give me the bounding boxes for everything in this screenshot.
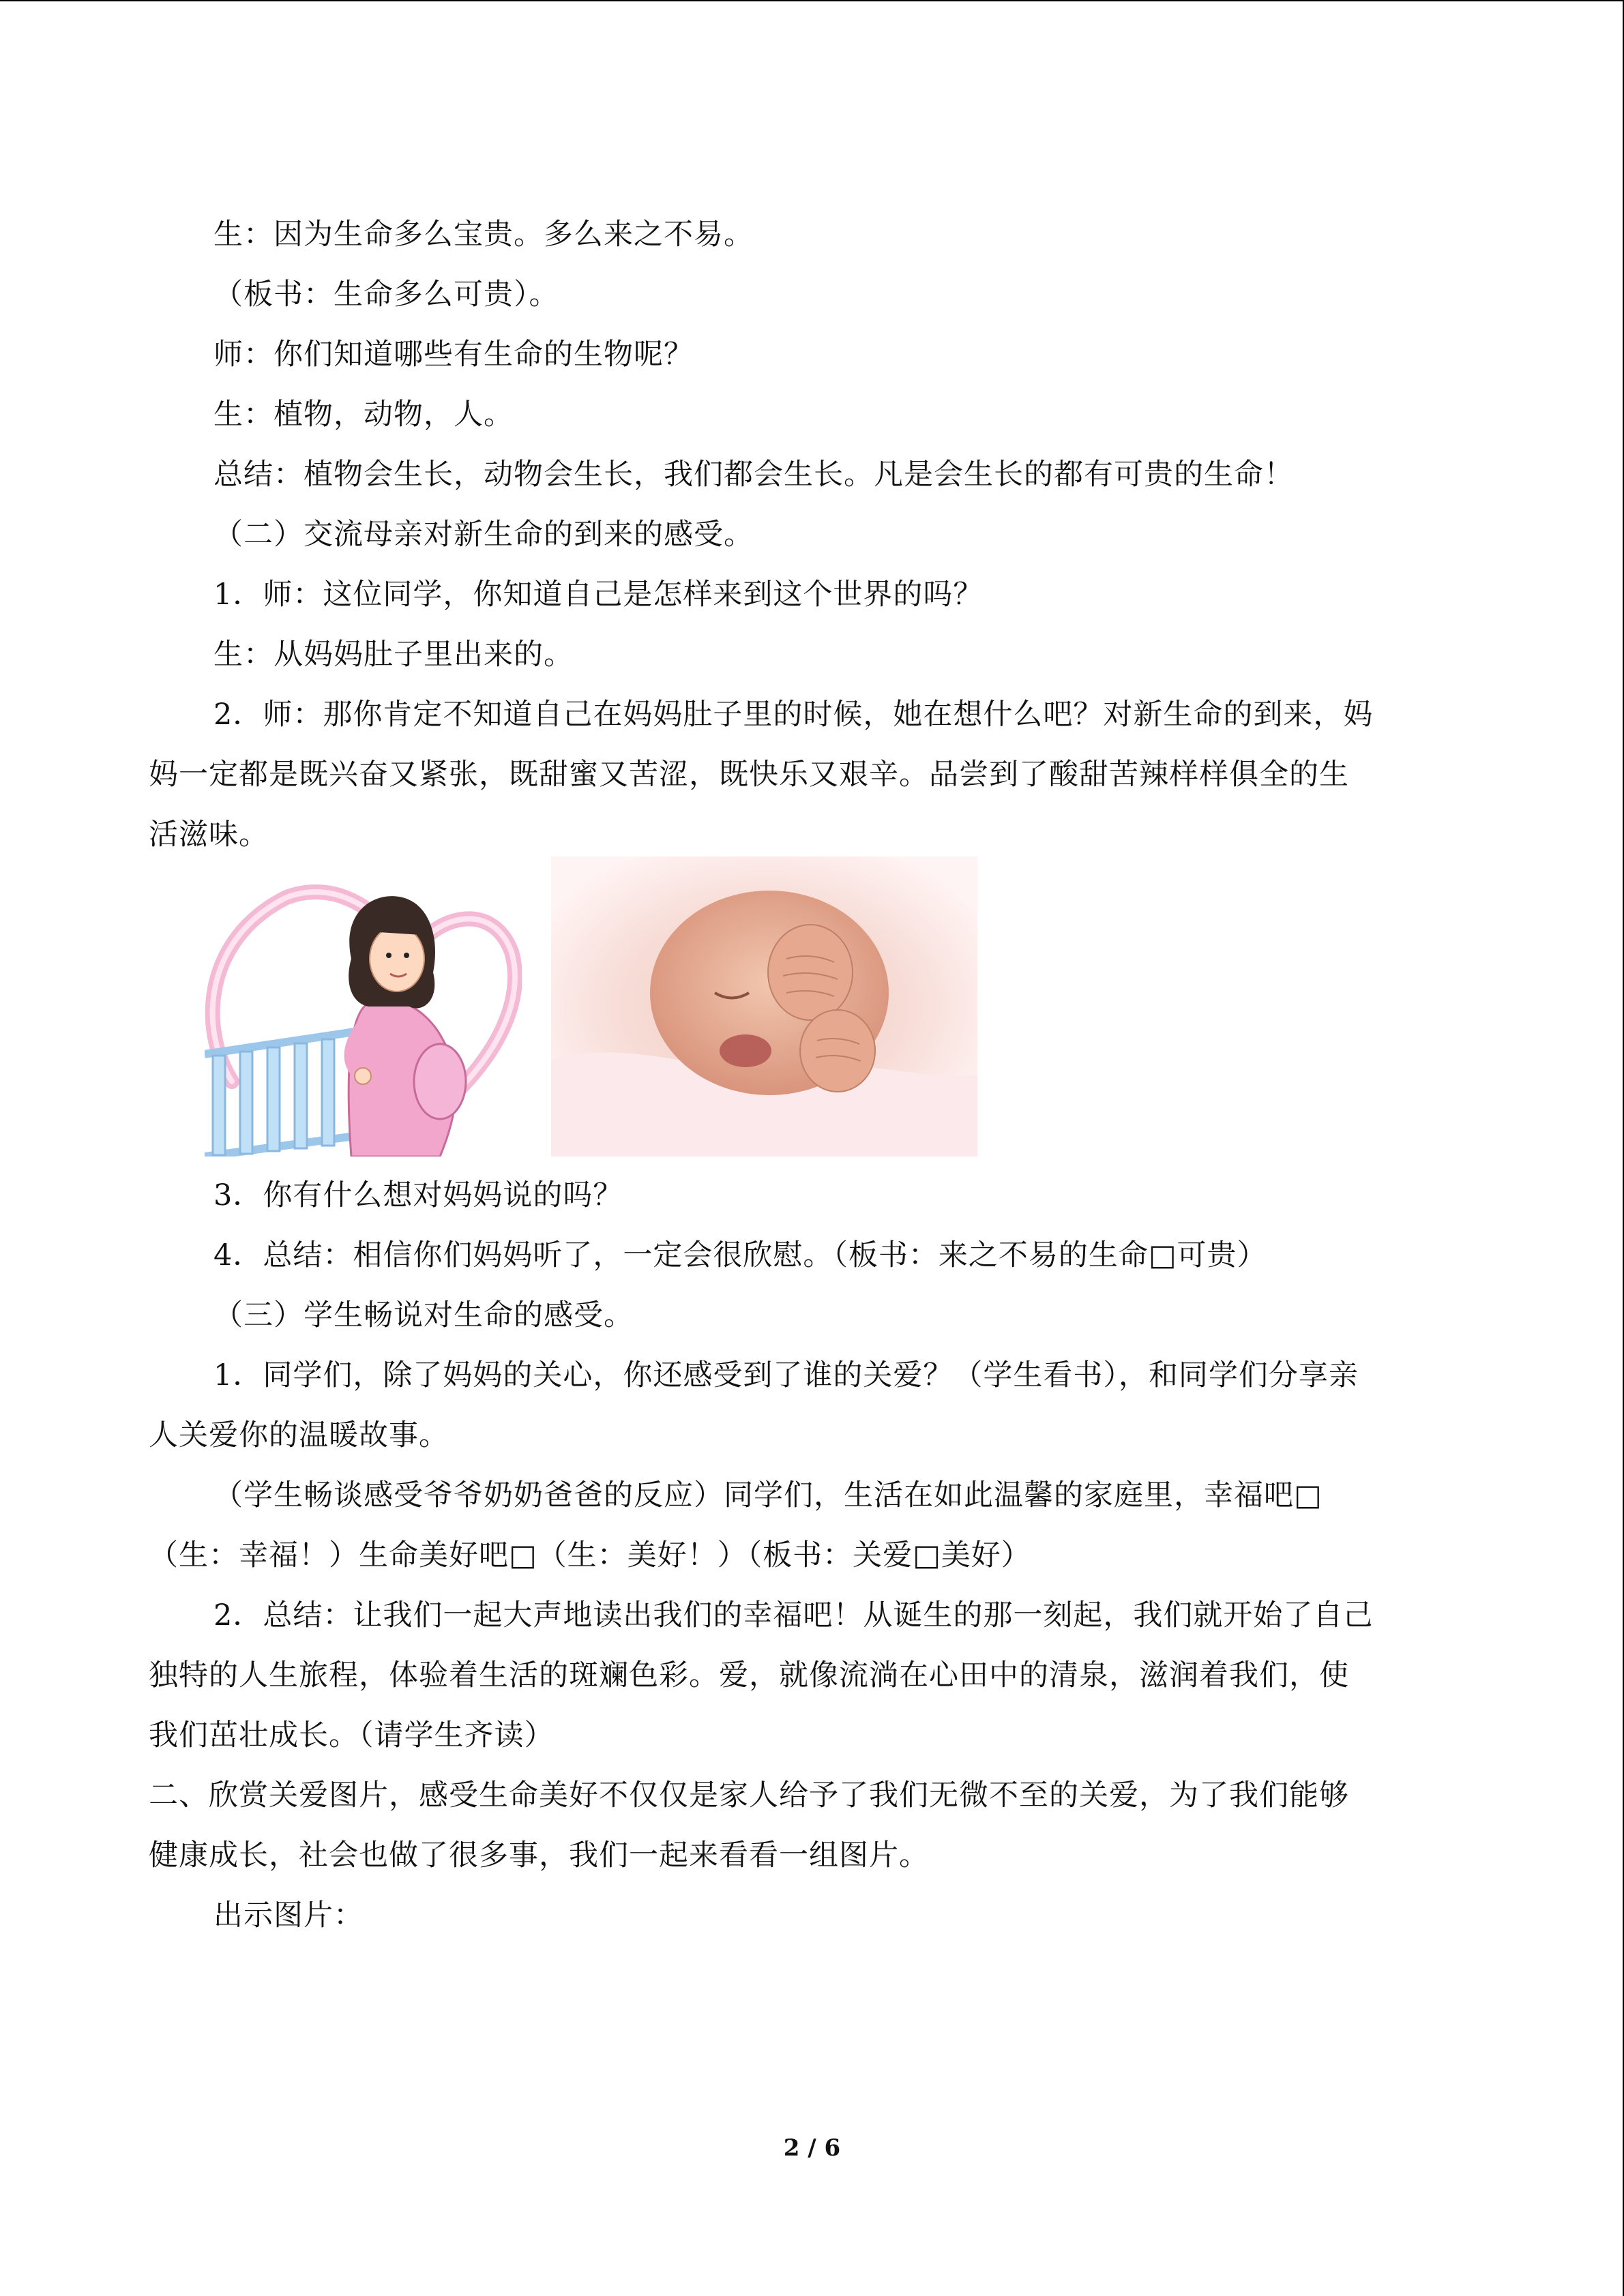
text-line: 4．总结：相信你们妈妈听了，一定会很欣慰。（板书：来之不易的生命□可贵）	[213, 1238, 1267, 1272]
page-number: 2 / 6	[783, 2134, 841, 2162]
text-line: （板书：生命多么可贵）。	[213, 278, 559, 312]
text-line: 健康成长，社会也做了很多事，我们一起来看看一组图片。	[149, 1838, 929, 1873]
section-heading: （二）交流母亲对新生命的到来的感受。	[213, 518, 754, 552]
text-line: （生：幸福！）生命美好吧□（生：美好！）（板书：关爱□美好）	[149, 1538, 1031, 1572]
text-line: 3．你有什么想对妈妈说的吗？	[213, 1178, 623, 1212]
text-line: 师：你们知道哪些有生命的生物呢？	[213, 338, 694, 372]
text-line: 2．师：那你肯定不知道自己在妈妈肚子里的时候，她在想什么吧？对新生命的到来，妈	[213, 698, 1374, 732]
text-line: 生：植物，动物，人。	[213, 398, 514, 432]
text-line: 妈一定都是既兴奋又紧张，既甜蜜又苦涩，既快乐又艰辛。品尝到了酸甜苦辣样样俱全的生	[149, 758, 1349, 792]
section-heading: （三）学生畅说对生命的感受。	[213, 1298, 634, 1332]
text-line: 1．同学们，除了妈妈的关心，你还感受到了谁的关爱？（学生看书），和同学们分享亲	[213, 1358, 1359, 1392]
text-line: 2．总结：让我们一起大声地读出我们的幸福吧！从诞生的那一刻起，我们就开始了自己	[213, 1598, 1374, 1632]
text-line: 总结：植物会生长，动物会生长，我们都会生长。凡是会生长的都有可贵的生命！	[213, 458, 1294, 492]
text-line: 生：从妈妈肚子里出来的。	[213, 638, 574, 672]
text-line: 人关爱你的温暖故事。	[149, 1418, 449, 1452]
crying-baby-photo	[551, 856, 977, 1157]
text-line: （学生畅谈感受爷爷奶奶爸爸的反应）同学们，生活在如此温馨的家庭里，幸福吧□	[213, 1478, 1323, 1512]
text-line: 活滋味。	[149, 818, 269, 852]
text-line: 生：因为生命多么宝贵。多么来之不易。	[213, 218, 754, 252]
text-line: 我们茁壮成长。（请学生齐读）	[149, 1718, 555, 1753]
pregnant-mother-illustration	[205, 856, 522, 1157]
page-border-top	[0, 0, 1624, 1]
text-line: 出示图片：	[213, 1898, 364, 1933]
section-heading: 二、欣赏关爱图片，感受生命美好不仅仅是家人给予了我们无微不至的关爱，为了我们能够	[149, 1778, 1349, 1813]
text-line: 独特的人生旅程，体验着生活的斑斓色彩。爱，就像流淌在心田中的清泉，滋润着我们，使	[149, 1658, 1349, 1693]
text-line: 1．师：这位同学，你知道自己是怎样来到这个世界的吗？	[213, 578, 984, 612]
